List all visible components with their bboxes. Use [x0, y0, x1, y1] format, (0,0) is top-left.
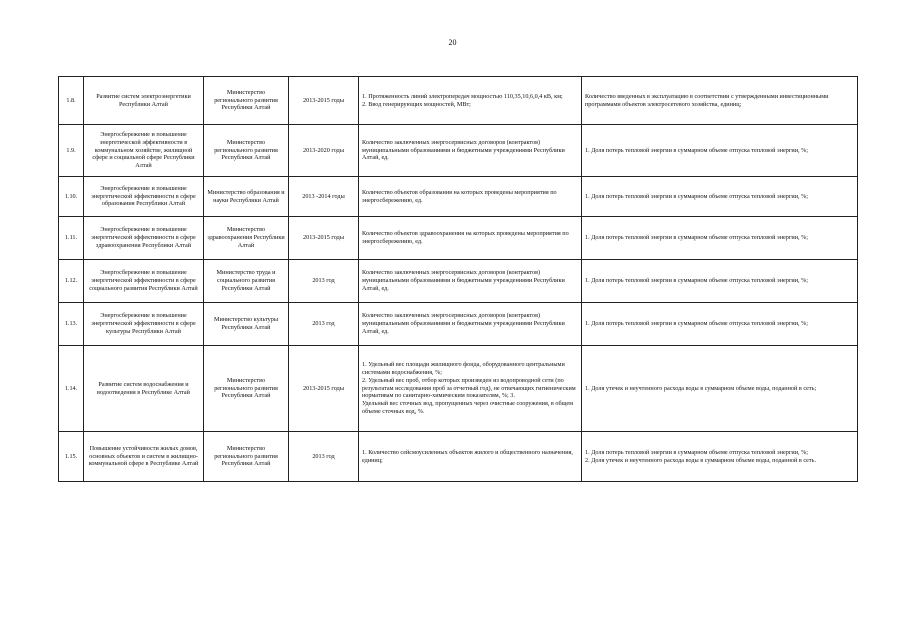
subprogram-name: Энергосбережение и повышение энергетической эффективности в сфере здравоохранения Республики Алтай: [84, 217, 204, 260]
implementation-years: 2013-2015 годы: [289, 77, 359, 125]
row-number: 1.8.: [59, 77, 84, 125]
indicator-line: Количество заключенных энергосервисных договоров (контрактов) муниципальными образованиями и бюджетными учреждениями Республики Алтай, ед.: [362, 312, 565, 335]
implementation-years: 2013 -2014 годы: [289, 177, 359, 217]
table-row: [59, 260, 858, 303]
result-line: 2. Доля утечек и неучтенного расхода воды в суммарном объеме воды, поданной в сеть.: [585, 456, 816, 464]
indicator-line: Количество заключенных энергосервисных договоров (контрактов) муниципальными образованиями и бюджетными учреждениями Республики Алтай, ед.: [362, 138, 565, 162]
indicator-line: 2. Удельный вес проб, отбор которых произведен из водопроводной сети (по результатам исследования проб за отчетный год), не отвечающих гигиеническим нормативам по санитарно-химическим показателям, %; 3.: [362, 376, 576, 400]
indicators-cell: [359, 260, 582, 303]
indicator-line: Количество заключенных энергосервисных договоров (контрактов) муниципальными образованиями и бюджетными учреждениями Республики Алтай, ед.: [362, 269, 565, 292]
row-number: 1.11.: [59, 217, 84, 260]
program-table: [58, 76, 858, 482]
result-line: 1. Доля потерь тепловой энергии в суммарном объеме отпуска тепловой энергии, %;: [585, 277, 808, 285]
responsible-org: Министерство регионального развития Республики Алтай: [204, 77, 289, 125]
responsible-org: Министерство регионального развития Республики Алтай: [204, 346, 289, 432]
responsible-org: Министерство труда и социального развития Республики Алтай: [204, 260, 289, 303]
results-cell: [582, 177, 858, 217]
subprogram-name: Повышение устойчивости жилых домов, основных объектов и систем в жилищно-коммунальной сфере в Республике Алтай: [84, 432, 204, 482]
subprogram-name: Энергосбережение и повышение энергетической эффективности в сфере социального развития Республики Алтай: [84, 260, 204, 303]
implementation-years: 2013 год: [289, 432, 359, 482]
subprogram-name: Развитие систем водоснабжения и водоотведения в Республике Алтай: [84, 346, 204, 432]
table-row: [59, 217, 858, 260]
result-line: 1. Доля потерь тепловой энергии в суммарном объеме отпуска тепловой энергии, %;: [585, 192, 808, 200]
results-cell: [582, 260, 858, 303]
indicator-line: 2. Ввод генерирующих мощностей, МВт;: [362, 100, 471, 108]
indicator-line: Количество объектов образования на которых проведены мероприятия по энергосбережению, ед.: [362, 188, 557, 204]
subprogram-name: Энергосбережение и повышение энергетической эффективности в сфере образования Республики Алтай: [84, 177, 204, 217]
responsible-org: Министерство регионального развития Республики Алтай: [204, 125, 289, 177]
indicators-cell: [359, 177, 582, 217]
table-row: [59, 77, 858, 125]
implementation-years: 2013-2020 годы: [289, 125, 359, 177]
subprogram-name: Энергосбережение и повышение энергетической эффективности в сфере культуры Республики Алтай: [84, 303, 204, 346]
result-line: 1. Доля потерь тепловой энергии в суммарном объеме отпуска тепловой энергии, %;: [585, 448, 808, 456]
indicators-cell: [359, 346, 582, 432]
results-cell: [582, 217, 858, 260]
indicators-cell: [359, 77, 582, 125]
result-line: 1. Доля утечек и неучтенного расхода воды в суммарном объеме воды, поданной в сеть;: [585, 384, 817, 392]
results-cell: [582, 77, 858, 125]
result-line: 1. Доля потерь тепловой энергии в суммарном объеме отпуска тепловой энергии, %;: [585, 320, 808, 328]
row-number: 1.14.: [59, 346, 84, 432]
indicator-line: 1. Количество сейсмоусиленных объектов жилого и общественного назначения, единиц;: [362, 448, 573, 464]
responsible-org: Министерство культуры Республики Алтай: [204, 303, 289, 346]
responsible-org: Министерство регионального развития Республики Алтай: [204, 432, 289, 482]
results-cell: [582, 346, 858, 432]
subprogram-name: Развитие систем электроэнергетики Республики Алтай: [84, 77, 204, 125]
responsible-org: Министерство образования и науки Республики Алтай: [204, 177, 289, 217]
row-number: 1.13.: [59, 303, 84, 346]
indicator-line: Количество объектов здравоохранения на которых проведены мероприятия по энергосбережению, ед.: [362, 230, 569, 245]
implementation-years: 2013-2015 годы: [289, 346, 359, 432]
row-number: 1.15.: [59, 432, 84, 482]
indicators-cell: [359, 432, 582, 482]
row-number: 1.12.: [59, 260, 84, 303]
table-row: [59, 177, 858, 217]
indicator-line: 1. Удельный вес площади жилищного фонда, оборудованного центральными системами водоснабжения, %;: [362, 361, 565, 377]
indicator-line: 1. Протяженность линий электропередач мощностью 110,35,10,6,0,4 кВ, км;: [362, 92, 563, 100]
results-cell: [582, 303, 858, 346]
results-cell: [582, 125, 858, 177]
indicators-cell: [359, 303, 582, 346]
implementation-years: 2013 год: [289, 303, 359, 346]
responsible-org: Министерство здравоохранения Республики Алтай: [204, 217, 289, 260]
indicators-cell: [359, 217, 582, 260]
row-number: 1.10.: [59, 177, 84, 217]
table-row: [59, 125, 858, 177]
table-row: [59, 346, 858, 432]
implementation-years: 2013 год: [289, 260, 359, 303]
results-cell: [582, 432, 858, 482]
row-number: 1.9.: [59, 125, 84, 177]
table-row: [59, 303, 858, 346]
table-row: [59, 432, 858, 482]
indicators-cell: [359, 125, 582, 177]
subprogram-name: Энергосбережение и повышение энергетической эффективности в коммунальном хозяйстве, жилищной сфере и социальной сфере Республики Алтай: [84, 125, 204, 177]
result-line: 1. Доля потерь тепловой энергии в суммарном объеме отпуска тепловой энергии, %;: [585, 146, 808, 154]
page-number: 20: [448, 38, 457, 47]
indicator-line: Удельный вес сточных вод, пропущенных через очистные сооружения, в общем объеме сточных вод, %.: [362, 400, 574, 415]
result-line: Количество введенных в эксплуатацию в соответствии с утвержденными инвестиционными программами объектов электросетевого хозяйства, единиц;: [585, 92, 829, 108]
implementation-years: 2013-2015 годы: [289, 217, 359, 260]
result-line: 1. Доля потерь тепловой энергии в суммарном объеме отпуска тепловой энергии, %;: [585, 234, 808, 242]
